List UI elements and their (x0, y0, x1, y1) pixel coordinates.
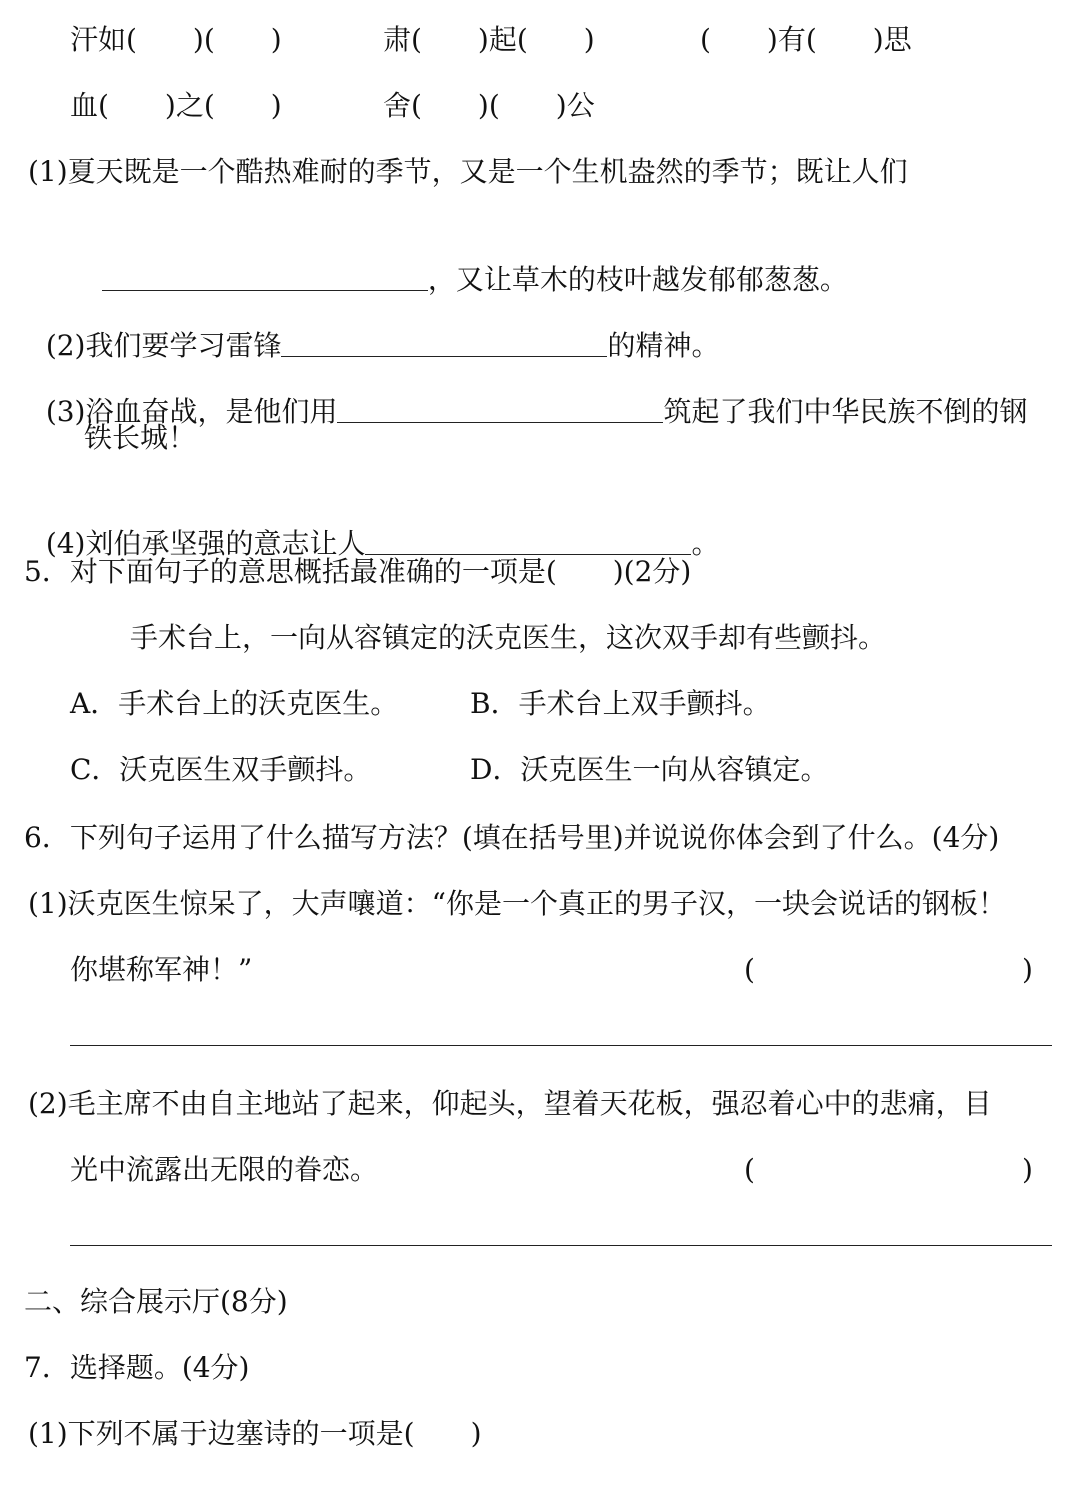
q5-stem: 5．对下面句子的意思概括最准确的一项是( )(2分) (24, 555, 692, 588)
section-heading: 二、综合展示厅(8分) (24, 1285, 288, 1318)
q5-option-a[interactable]: A．手术台上的沃克医生。 (70, 687, 399, 720)
q4-sentence-3: (3)浴血奋战，是他们用 筑起了我们中华民族不倒的钢 (45, 395, 1028, 428)
q5-sentence: 手术台上，一向从容镇定的沃克医生，这次双手却有些颤抖。 (130, 621, 887, 654)
q6-sentence-1: (1)沃克医生惊呆了，大声嚷道：“你是一个真正的男子汉，一块会说话的钢板！ (28, 887, 1006, 920)
q4-sentence-4: (4)刘伯承坚强的意志让人 。 (45, 527, 720, 560)
q4-sentence-1-cont: ，又让草木的枝叶越发郁郁葱葱。 (84, 220, 848, 260)
idiom-3: ( )有( )思 (700, 23, 912, 56)
idiom-4: 血( )之( ) (70, 89, 282, 122)
answer-paren-close: ) (1022, 1153, 1033, 1186)
q5-option-b[interactable]: B．手术台上双手颤抖。 (470, 687, 771, 720)
idiom-2: 肃( )起( ) (383, 23, 595, 56)
q7-stem: 7．选择题。(4分) (24, 1351, 250, 1384)
answer-paren-open: ( (744, 953, 755, 986)
q4-sentence-3-cont: 铁长城！ (84, 421, 197, 454)
q4-sentence-2: (2)我们要学习雷锋 的精神。 (45, 329, 720, 362)
answer-blank[interactable] (337, 394, 663, 423)
q6-sentence-2: (2)毛主席不由自主地站了起来，仰起头，望着天花板，强忍着心中的悲痛，目 (28, 1087, 992, 1120)
answer-line[interactable] (70, 1245, 1052, 1246)
idiom-5: 舍( )( )公 (383, 89, 595, 122)
answer-line[interactable] (70, 1045, 1052, 1046)
answer-paren-open: ( (744, 1153, 755, 1186)
q5-option-c[interactable]: C．沃克医生双手颤抖。 (70, 753, 372, 786)
q6-stem: 6．下列句子运用了什么描写方法？(填在括号里)并说说你体会到了什么。(4分) (24, 821, 1000, 854)
q6-sentence-2-cont: 光中流露出无限的眷恋。 (70, 1153, 379, 1186)
answer-paren-close: ) (1022, 953, 1033, 986)
q6-sentence-1-cont: 你堪称军神！” (70, 953, 253, 986)
idiom-1: 汗如( )( ) (70, 23, 282, 56)
answer-blank[interactable] (365, 526, 691, 555)
q4-sentence-1: (1)夏天既是一个酷热难耐的季节，又是一个生机盎然的季节；既让人们 (28, 155, 908, 188)
q5-option-d[interactable]: D．沃克医生一向从容镇定。 (470, 753, 829, 786)
q7-item-1: (1)下列不属于边塞诗的一项是( ) (28, 1417, 482, 1450)
